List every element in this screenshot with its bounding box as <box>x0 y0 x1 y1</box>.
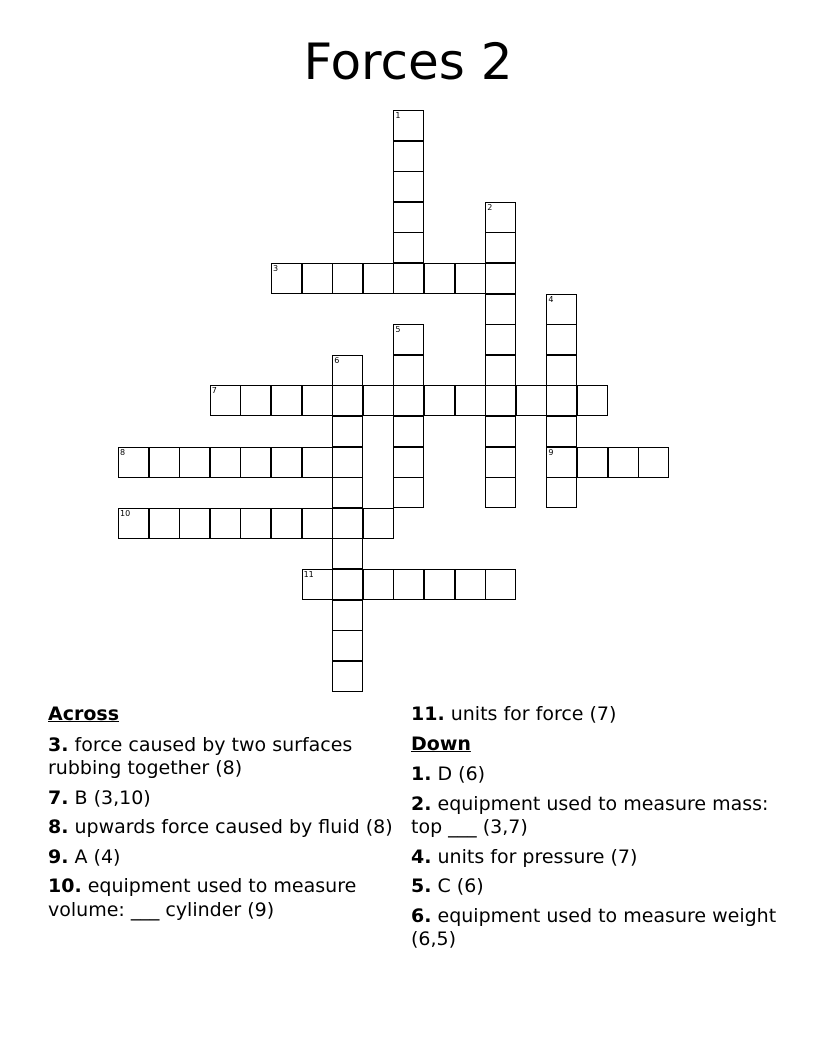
grid-cell[interactable] <box>393 263 424 294</box>
grid-cell[interactable] <box>118 447 149 478</box>
cell-number: 8 <box>120 447 126 457</box>
grid-cell[interactable] <box>302 508 333 539</box>
clue-number: 7. <box>48 786 69 809</box>
grid-cell[interactable] <box>302 569 333 600</box>
grid-cell[interactable] <box>485 355 516 386</box>
clue-across-9 <box>48 846 398 870</box>
clue-number: 3. <box>48 733 69 756</box>
grid-cell[interactable] <box>485 202 516 233</box>
grid-cell[interactable] <box>302 385 333 416</box>
cell-number: 3 <box>273 264 279 273</box>
grid-cell[interactable] <box>332 477 363 508</box>
grid-cell[interactable] <box>271 263 302 294</box>
cell-number: 2 <box>487 202 493 212</box>
grid-cell[interactable] <box>332 600 363 631</box>
grid-cell[interactable] <box>271 385 302 416</box>
grid-cell[interactable] <box>546 416 577 447</box>
clue-down-2 <box>411 793 791 840</box>
grid-cell[interactable] <box>546 385 577 416</box>
clue-text: equipment used to measure volume: ___ cylinder (9) <box>48 875 357 921</box>
clue-number: 4. <box>411 845 432 868</box>
grid-cell[interactable] <box>393 355 424 386</box>
cell-number: 9 <box>548 447 554 457</box>
cell-number: 4 <box>548 294 554 304</box>
clue-text: D (6) <box>437 763 486 785</box>
grid-cell[interactable] <box>332 538 363 569</box>
grid-cell[interactable] <box>179 508 210 539</box>
down-heading: Down <box>411 732 471 755</box>
grid-cell[interactable] <box>332 385 363 416</box>
grid-cell[interactable] <box>363 385 394 416</box>
grid-cell[interactable] <box>393 202 424 233</box>
clue-text: upwards force caused by fluid (8) <box>74 816 393 838</box>
grid-cell[interactable] <box>393 385 424 416</box>
clue-text: C (6) <box>437 875 484 897</box>
grid-cell[interactable] <box>455 385 486 416</box>
cell-number: 10 <box>120 508 131 518</box>
grid-cell[interactable] <box>485 263 516 294</box>
grid-cell[interactable] <box>210 385 241 416</box>
clue-text: equipment used to measure mass: top ___ (3,7) <box>411 792 769 838</box>
grid-cell[interactable] <box>118 508 149 539</box>
grid-cell[interactable] <box>210 447 241 478</box>
clue-down-5 <box>411 875 791 899</box>
grid-cell[interactable] <box>485 294 516 325</box>
grid-cell[interactable] <box>393 324 424 355</box>
grid-cell[interactable] <box>393 447 424 478</box>
grid-cell[interactable] <box>332 508 363 539</box>
grid-cell[interactable] <box>393 110 424 141</box>
cell-number: 11 <box>303 570 314 579</box>
grid-cell[interactable] <box>455 263 486 294</box>
grid-cell[interactable] <box>393 171 424 202</box>
clue-number: 6. <box>411 904 432 927</box>
grid-cell[interactable] <box>240 508 271 539</box>
clue-text: units for pressure (7) <box>437 845 638 868</box>
grid-cell[interactable] <box>210 508 241 539</box>
clue-text: B (3,10) <box>74 786 151 809</box>
across-heading: Across <box>48 703 120 725</box>
grid-cell[interactable] <box>332 661 363 692</box>
grid-cell[interactable] <box>577 385 608 416</box>
grid-cell[interactable] <box>608 447 639 478</box>
clue-text: equipment used to measure weight (6,5) <box>411 904 777 950</box>
grid-cell[interactable] <box>363 508 394 539</box>
grid-cell[interactable] <box>363 569 394 600</box>
grid-cell[interactable] <box>332 447 363 478</box>
grid-cell[interactable] <box>546 447 577 478</box>
grid-cell[interactable] <box>424 263 455 294</box>
grid-cell[interactable] <box>485 385 516 416</box>
clue-text: force caused by two surfaces rubbing together (8) <box>48 733 353 779</box>
clue-text: A (4) <box>74 845 121 868</box>
grid-cell[interactable] <box>485 416 516 447</box>
clue-down-1 <box>411 763 791 787</box>
grid-cell[interactable] <box>179 447 210 478</box>
grid-cell[interactable] <box>546 355 577 386</box>
grid-cell[interactable] <box>149 508 180 539</box>
grid-cell[interactable] <box>485 324 516 355</box>
page-title: Forces 2 <box>303 33 513 91</box>
clue-number: 9. <box>48 845 69 868</box>
clues-left-column <box>48 703 398 928</box>
clue-across-3 <box>48 734 398 781</box>
cell-number: 1 <box>395 111 401 120</box>
grid-cell[interactable] <box>485 232 516 263</box>
grid-cell[interactable] <box>546 324 577 355</box>
grid-cell[interactable] <box>240 385 271 416</box>
grid-cell[interactable] <box>302 263 333 294</box>
grid-cell[interactable] <box>302 447 333 478</box>
clue-number: 1. <box>411 763 432 785</box>
grid-cell[interactable] <box>638 447 669 478</box>
grid-cell[interactable] <box>546 477 577 508</box>
grid-cell[interactable] <box>393 477 424 508</box>
grid-cell[interactable] <box>393 141 424 172</box>
grid-cell[interactable] <box>332 569 363 600</box>
grid-cell[interactable] <box>485 569 516 600</box>
grid-cell[interactable] <box>332 416 363 447</box>
cell-number: 6 <box>334 355 340 365</box>
clue-number: 2. <box>411 792 432 815</box>
grid-cell[interactable] <box>577 447 608 478</box>
grid-cell[interactable] <box>363 263 394 294</box>
grid-cell[interactable] <box>271 447 302 478</box>
grid-cell[interactable] <box>271 508 302 539</box>
clue-number: 10. <box>48 875 82 897</box>
clue-across-11 <box>411 703 791 727</box>
grid-cell[interactable] <box>516 385 547 416</box>
clue-down-6 <box>411 905 791 952</box>
clue-number: 11. <box>411 703 445 725</box>
grid-cell[interactable] <box>424 569 455 600</box>
grid-cell[interactable] <box>393 416 424 447</box>
grid-cell[interactable] <box>485 447 516 478</box>
grid-cell[interactable] <box>149 447 180 478</box>
grid-cell[interactable] <box>332 630 363 661</box>
clue-down-4 <box>411 846 791 870</box>
clue-across-8 <box>48 816 398 840</box>
grid-cell[interactable] <box>455 569 486 600</box>
clue-number: 5. <box>411 875 432 897</box>
grid-cell[interactable] <box>424 385 455 416</box>
grid-cell[interactable] <box>546 294 577 325</box>
cell-number: 5 <box>395 325 401 335</box>
grid-cell[interactable] <box>393 569 424 600</box>
grid-cell[interactable] <box>332 263 363 294</box>
grid-cell[interactable] <box>332 355 363 386</box>
cell-number: 7 <box>211 386 217 396</box>
grid-cell[interactable] <box>393 232 424 263</box>
clues-right-column <box>411 703 791 958</box>
grid-cell[interactable] <box>485 477 516 508</box>
clue-across-10 <box>48 875 398 922</box>
grid-cell[interactable] <box>240 447 271 478</box>
clue-across-7 <box>48 787 398 811</box>
clue-number: 8. <box>48 816 69 838</box>
clue-text: units for force (7) <box>450 703 617 725</box>
